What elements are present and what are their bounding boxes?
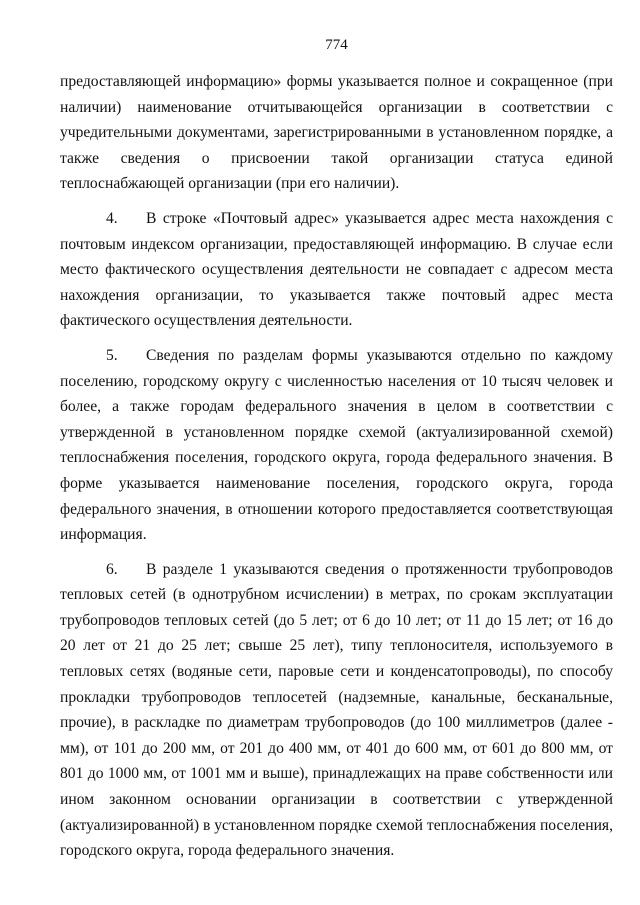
page-number: 774 — [325, 37, 348, 53]
paragraph-text: В строке «Почтовый адрес» указывается адрес места нахождения с почтовым индексом организации, предоставляющей информацию. В случае если место фактического осуществления деятельности не совпадает с адресом места нахождения организации, то указывается также почтовый адрес места фактического осуществления деятельности. — [60, 209, 613, 330]
document-body — [60, 69, 613, 864]
paragraph-text: В разделе 1 указываются сведения о протяженности трубопроводов тепловых сетей (в однотрубном исчислении) в метрах, по срокам эксплуатации трубопроводов тепловых сетей (до 5 лет; от 6 до 10 лет; от 11 до 15 лет; от 16 до 20 лет от 21 до 25 лет; свыше 25 лет), типу теплоносителя, используемого в тепловых сетях (водяные сети, паровые сети и конденсатопроводы), по способу прокладки трубопроводов теплосетей (надземные, канальные, бесканальные, прочие), в раскладке по диаметрам трубопроводов (до 100 миллиметров (далее - мм), от 101 до 200 мм, от 201 до 400 мм, от 401 до 600 мм, от 601 до 800 мм, от 801 до 1000 мм, от 1001 мм и выше), принадлежащих на праве собственности или ином законном основании организации в соответствии с утвержденной (актуализированной) в установленном порядке схемой теплоснабжения поселения, городского округа, города федерального значения. — [60, 560, 613, 860]
paragraph-continuation — [60, 69, 613, 197]
paragraph-text: Сведения по разделам формы указываются отдельно по каждому поселению, городскому округу с численностью населения от 10 тысяч человек и более, а также городам федерального значения в целом в соответствии с утвержденной в установленном порядке схемой (актуализированной схемой) теплоснабжения поселения, городского округа, города федерального значения. В форме указывается наименование поселения, городского округа, города федерального значения, в отношении которого предоставляется соответствующая информация. — [60, 346, 613, 544]
paragraph-number: 4. — [106, 209, 118, 227]
paragraph-4 — [60, 206, 613, 334]
paragraph-6 — [60, 557, 613, 864]
paragraph-number: 5. — [106, 346, 118, 364]
paragraph-5 — [60, 343, 613, 548]
paragraph-number: 6. — [106, 560, 118, 578]
paragraph-text: предоставляющей информацию» формы указывается полное и сокращенное (при наличии) наименование отчитывающейся организации в соответствии с учредительными документами, зарегистрированными в установленном порядке, а также сведения о присвоении такой организации статуса единой теплоснабжающей организации (при его наличии). — [60, 73, 613, 193]
